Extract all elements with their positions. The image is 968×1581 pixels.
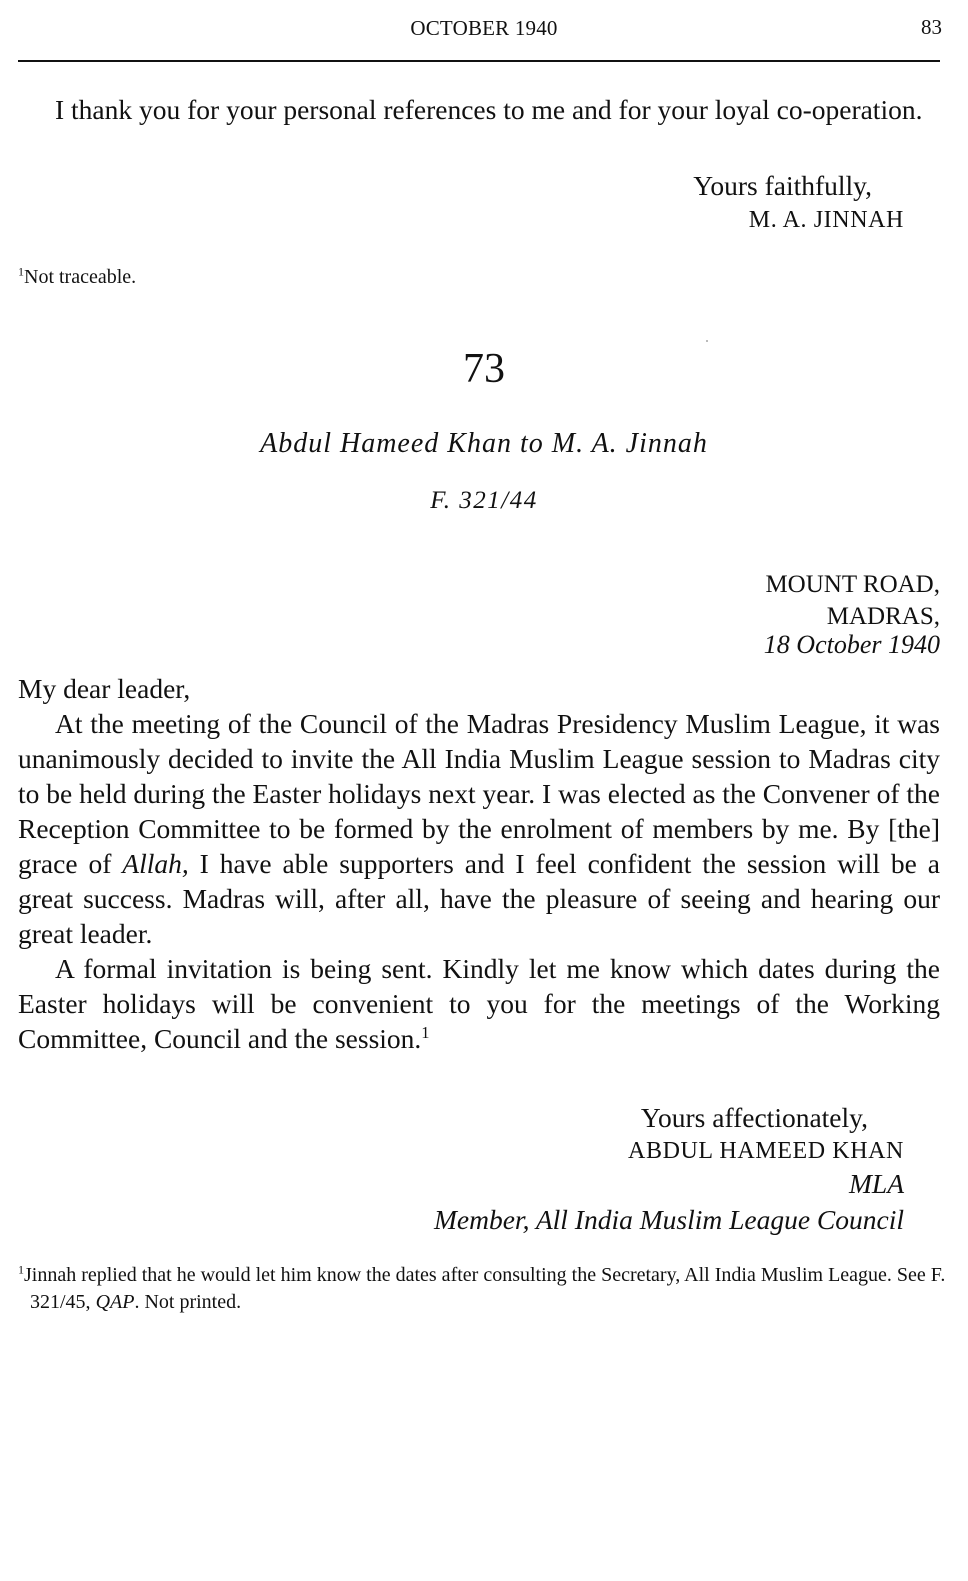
signature: ABDUL HAMEED KHAN xyxy=(628,1138,904,1164)
address-line-2: MADRAS, xyxy=(826,603,940,630)
footnote-part-a: Jinnah replied that he would let him know the dates after consulting the Secretary, All India Muslim League. See F. 321/45, xyxy=(24,1264,946,1313)
paragraph-1-part-b: I have able supporters and I feel confident the session will be a great success. Madras will, after all, have the pleasure of seeing and hearing our great leader. xyxy=(18,848,940,949)
paragraph-2 xyxy=(18,951,940,1056)
paragraph-1-italic: Allah, xyxy=(122,848,189,879)
membership: Member, All India Muslim League Council xyxy=(434,1204,904,1235)
paragraph-1-part-a: At the meeting of the Council of the Madras Presidency Muslim League, it was unanimously decided to invite the All India Muslim League session to Madras city to be held during the Easter holidays next year. I was elected as the Convener of the Reception Committee to be formed by the enrolment of members by me. By [the] grace of xyxy=(18,708,940,879)
letter-date: 18 October 1940 xyxy=(763,630,940,659)
print-speck xyxy=(706,340,708,342)
file-reference: F. 321/44 xyxy=(430,487,538,514)
footnote-reference: 1 xyxy=(421,1022,430,1042)
footnote-italic: QAP xyxy=(95,1291,135,1313)
page-number: 83 xyxy=(921,15,942,39)
valediction: Yours affectionately, xyxy=(640,1102,868,1133)
header-rule xyxy=(18,60,940,62)
previous-letter-closing xyxy=(18,92,940,127)
closing-paragraph: I thank you for your personal references to me and for your loyal co-operation. xyxy=(55,94,923,125)
designation: MLA xyxy=(849,1168,904,1199)
footnote-marker: 1 xyxy=(18,264,24,279)
paragraph-1 xyxy=(18,706,940,951)
address-line-1: MOUNT ROAD, xyxy=(765,571,940,598)
previous-signature: M. A. JINNAH xyxy=(748,207,904,233)
letter-body xyxy=(18,671,940,1056)
previous-valediction: Yours faithfully, xyxy=(693,170,872,201)
footnote-part-b: . Not printed. xyxy=(134,1291,242,1313)
footnote-text: Not traceable. xyxy=(24,266,137,288)
running-header: OCTOBER 1940 xyxy=(410,16,558,40)
paragraph-2-text: A formal invitation is being sent. Kindly let me know which dates during the Easter holidays will be convenient to you for the meetings of the Working Committee, Council and the session. xyxy=(18,953,940,1054)
document-number: 73 xyxy=(463,346,505,392)
footnote-jinnah-reply xyxy=(18,1262,952,1316)
document-heading: Abdul Hameed Khan to M. A. Jinnah xyxy=(260,428,708,459)
salutation: My dear leader, xyxy=(18,673,191,704)
footnote-not-traceable xyxy=(18,264,940,291)
footnote-marker: 1 xyxy=(18,1262,24,1277)
